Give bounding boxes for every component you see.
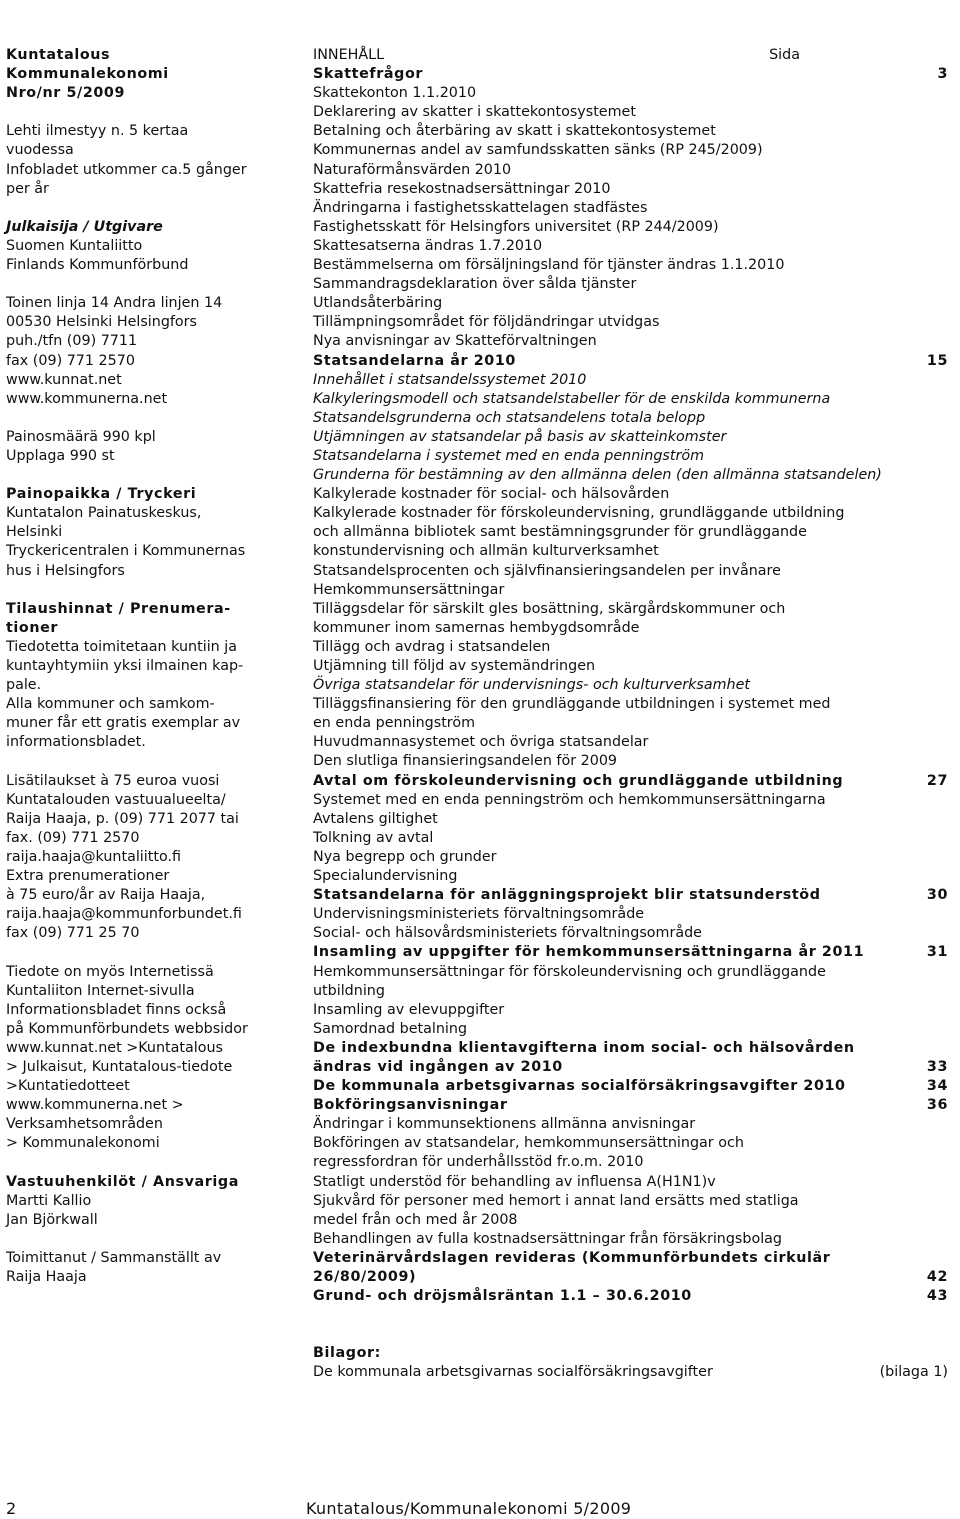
toc-item-text: Innehållet i statsandelssystemet 2010 <box>313 371 587 388</box>
internet-link[interactable]: www.kommunerna.net > <box>6 1097 184 1114</box>
website-link[interactable]: www.kunnat.net <box>6 371 122 388</box>
toc-item[interactable] <box>313 122 948 141</box>
responsible-person: Martti Kallio <box>6 1192 92 1209</box>
toc-item-text: Hemkommunsersättningar <box>313 581 505 598</box>
toc-item-text: Bokföringsanvisningar <box>313 1097 508 1114</box>
orders-line: Alla kommuner och samkom- <box>6 696 215 713</box>
toc-item-text: Grunderna för bestämning av den allmänna delen (den allmänna statsandelen) <box>313 467 882 484</box>
toc-item[interactable] <box>313 1153 948 1172</box>
toc-item[interactable] <box>313 332 948 351</box>
printer-line: Kuntatalon Painatuskeskus, <box>6 505 202 522</box>
toc-section-heading[interactable] <box>313 1077 948 1096</box>
toc-item-text: Skattekonton 1.1.2010 <box>313 85 477 102</box>
toc-item-text: Statsandelarna år 2010 <box>313 352 516 369</box>
attachment-text: De kommunala arbetsgivarnas socialförsäkringsavgifter <box>313 1364 713 1381</box>
toc-item[interactable] <box>313 218 948 237</box>
toc-item-text: Naturaförmånsvärden 2010 <box>313 161 512 178</box>
toc-item-text: Betalning och återbäring av skatt i skattekontosystemet <box>313 123 716 140</box>
toc-section-heading[interactable] <box>313 65 948 84</box>
internet-line: >Kuntatiedotteet <box>6 1078 130 1095</box>
toc-item[interactable] <box>313 924 948 943</box>
toc-item[interactable] <box>313 141 948 160</box>
toc-item[interactable] <box>313 466 948 485</box>
toc-item-text: Undervisningsministeriets förvaltningsområde <box>313 906 645 923</box>
toc-item-text: och allmänna bibliotek samt bestämningsgrunder för grundläggande <box>313 524 807 541</box>
extra-orders-line: Raija Haaja, p. (09) 771 2077 tai <box>6 810 239 827</box>
orders-heading: Tilaushinnat / Prenumera- <box>6 600 231 617</box>
orders-line: kuntayhtymiin yksi ilmainen kap- <box>6 658 244 674</box>
toc-item[interactable] <box>313 676 948 695</box>
attachments-heading: Bilagor: <box>313 1345 381 1362</box>
publisher-heading: Julkaisija / Utgivare <box>6 218 163 235</box>
internet-line: Tiedote on myös Internetissä <box>6 963 214 980</box>
toc-item-text: Social- och hälsovårdsministeriets förvaltningsområde <box>313 925 702 942</box>
toc-item[interactable] <box>313 485 948 504</box>
toc-item-text: regressfordran för underhållsstöd fr.o.m. 2010 <box>313 1154 644 1171</box>
toc-item[interactable] <box>313 542 948 561</box>
toc-item-text: Hemkommunsersättningar för förskoleundervisning och grundläggande <box>313 963 826 980</box>
toc-item[interactable] <box>313 237 948 256</box>
toc-item[interactable] <box>313 180 948 199</box>
toc-item-text: kommuner inom samernas hembygdsområde <box>313 619 640 636</box>
issue-info-line: vuodessa <box>6 142 74 159</box>
toc-item-text: Sjukvård för personer med hemort i annat land ersätts med statliga <box>313 1192 799 1209</box>
toc-item-text: Avtalens giltighet <box>313 810 438 827</box>
toc-item[interactable] <box>313 1134 948 1153</box>
toc-item-text: ändras vid ingången av 2010 <box>313 1058 563 1075</box>
issue-info-line: Infobladet utkommer ca.5 gånger <box>6 161 247 178</box>
toc-item[interactable] <box>313 905 948 924</box>
toc-item-text: 26/80/2009) <box>313 1269 417 1285</box>
internet-link[interactable]: www.kunnat.net >Kuntatalous <box>6 1039 223 1056</box>
toc-item[interactable] <box>313 390 948 409</box>
printer-heading: Painopaikka / Tryckeri <box>6 486 197 503</box>
extra-orders-line: à 75 euro/år av Raija Haaja, <box>6 887 206 904</box>
toc-section-heading[interactable] <box>313 943 948 962</box>
toc-item[interactable] <box>313 1001 948 1020</box>
toc-page-number: 43 <box>926 1288 948 1305</box>
toc-section-heading[interactable] <box>313 1058 948 1077</box>
toc-item[interactable] <box>313 867 948 886</box>
toc-section-heading[interactable] <box>313 352 948 371</box>
toc-page-number: 3 <box>937 66 948 83</box>
page-number: 2 <box>6 1499 17 1518</box>
toc-page-label: Sida <box>769 47 800 63</box>
toc-item-text: Utjämning till följd av systemändringen <box>313 658 596 674</box>
extra-orders-line: Extra prenumerationer <box>6 868 170 885</box>
toc-item[interactable] <box>313 1230 948 1249</box>
toc-item-text: Avtal om förskoleundervisning och grundläggande utbildning <box>313 772 844 789</box>
toc-item[interactable] <box>313 752 948 771</box>
toc-item-text: Nya begrepp och grunder <box>313 848 497 865</box>
phone-line: puh./tfn (09) 7711 <box>6 333 138 350</box>
footer-publication: Kuntatalous/Kommunalekonomi 5/2009 <box>306 1499 632 1518</box>
website-link[interactable]: www.kommunerna.net <box>6 390 168 407</box>
toc-item[interactable] <box>313 371 948 390</box>
toc-item-text: De kommunala arbetsgivarnas socialförsäkringsavgifter 2010 <box>313 1078 846 1095</box>
address-line: Toinen linja 14 Andra linjen 14 <box>6 295 223 312</box>
email-link[interactable]: raija.haaja@kommunforbundet.fi <box>6 906 242 923</box>
toc-item[interactable] <box>313 199 948 218</box>
masthead-title-sv: Kommunalekonomi <box>6 66 169 83</box>
orders-line: muner får ett gratis exemplar av <box>6 715 241 732</box>
toc-item[interactable] <box>313 600 948 619</box>
toc-item[interactable] <box>313 695 948 714</box>
toc-item[interactable] <box>313 428 948 447</box>
toc-item-text: Specialundervisning <box>313 868 458 885</box>
toc-page-number: 42 <box>926 1269 948 1285</box>
toc-page-number: 15 <box>926 352 948 369</box>
toc-section-heading[interactable] <box>313 772 948 791</box>
attachment-item[interactable] <box>313 1363 948 1382</box>
toc-section-heading[interactable] <box>313 1096 948 1115</box>
toc-page-number: 36 <box>926 1097 948 1114</box>
toc-item[interactable] <box>313 1115 948 1134</box>
print-run-line: Painosmäärä 990 kpl <box>6 428 156 445</box>
toc-item-text: Tilläggsdelar för särskilt gles bosättning, skärgårdskommuner och <box>313 600 786 617</box>
toc-item-text: Statligt understöd för behandling av influensa A(H1N1)v <box>313 1173 716 1190</box>
toc-item-text: Behandlingen av fulla kostnadsersättningar från försäkringsbolag <box>313 1230 783 1247</box>
toc-item-text: Insamling av uppgifter för hemkommunsersättningarna år 2011 <box>313 944 865 961</box>
publisher-line: Finlands Kommunförbund <box>6 257 189 274</box>
toc-page-number: 27 <box>926 772 948 789</box>
toc-item-text: Nya anvisningar av Skatteförvaltningen <box>313 333 597 350</box>
toc-section-heading[interactable] <box>313 1268 948 1287</box>
orders-heading: tioner <box>6 619 59 636</box>
editor-line: Toimittanut / Sammanställt av <box>6 1249 222 1266</box>
toc-item-text: Tillägg och avdrag i statsandelen <box>313 638 551 655</box>
toc-item-text: medel från och med år 2008 <box>313 1211 518 1228</box>
toc-item-text: Utlandsåterbäring <box>313 295 443 312</box>
toc-item[interactable] <box>313 982 948 1001</box>
extra-orders-line: Kuntatalouden vastuualueelta/ <box>6 791 226 808</box>
toc-item[interactable] <box>313 829 948 848</box>
orders-line: Tiedotetta toimitetaan kuntiin ja <box>6 638 238 655</box>
internet-line: Verksamhetsområden <box>6 1116 163 1133</box>
fax-line: fax (09) 771 2570 <box>6 352 135 369</box>
responsible-person: Jan Björkwall <box>6 1211 98 1228</box>
toc-item-text: Övriga statsandelar för undervisnings- och kulturverksamhet <box>313 677 751 694</box>
toc-item-text: Statsandelsprocenten och självfinansieringsandelen per invånare <box>313 562 781 579</box>
orders-line: informationsbladet. <box>6 734 146 751</box>
email-link[interactable]: raija.haaja@kuntaliitto.fi <box>6 848 182 865</box>
toc-item[interactable] <box>313 657 948 676</box>
internet-line: > Kommunalekonomi <box>6 1135 160 1152</box>
toc-item-text: Sammandragsdeklaration över sålda tjänster <box>313 276 637 293</box>
toc-item-text: Bokföringen av statsandelar, hemkommunsersättningar och <box>313 1135 744 1152</box>
toc-item-text: Statsandelarna i systemet med en enda penningström <box>313 447 705 464</box>
toc-list <box>313 65 953 1306</box>
toc-item[interactable] <box>313 810 948 829</box>
toc-item[interactable] <box>313 963 948 982</box>
toc-item[interactable] <box>313 161 948 180</box>
address-line: 00530 Helsinki Helsingfors <box>6 314 198 331</box>
toc-item-text: Kalkylerade kostnader för social- och hälsovården <box>313 486 670 503</box>
toc-item[interactable] <box>313 1249 948 1268</box>
toc-header <box>313 46 948 65</box>
toc-item-text: Den slutliga finansieringsandelen för 2009 <box>313 753 618 770</box>
toc-item-text: Skattesatserna ändras 1.7.2010 <box>313 237 543 254</box>
printer-line: Tryckericentralen i Kommunernas <box>6 543 246 560</box>
print-run-line: Upplaga 990 st <box>6 447 115 464</box>
toc-item[interactable] <box>313 619 948 638</box>
printer-line: hus i Helsingfors <box>6 562 125 579</box>
toc-item[interactable] <box>313 275 948 294</box>
toc-item[interactable] <box>313 504 948 523</box>
toc-item[interactable] <box>313 1173 948 1192</box>
attachment-ref: (bilaga 1) <box>879 1364 948 1381</box>
toc-item-text: Veterinärvårdslagen revideras (Kommunförbundets cirkulär <box>313 1249 831 1266</box>
toc-item[interactable] <box>313 562 948 581</box>
toc-item-text: Grund- och dröjsmålsräntan 1.1 – 30.6.2010 <box>313 1288 692 1305</box>
masthead-column <box>6 46 296 1287</box>
toc-item[interactable] <box>313 523 948 542</box>
toc-page-number: 34 <box>926 1078 948 1095</box>
extra-orders-line: Lisätilaukset à 75 euroa vuosi <box>6 772 220 789</box>
toc-item-text: Kalkylerade kostnader för förskoleundervisning, grundläggande utbildning <box>313 505 845 522</box>
internet-line: Kuntaliiton Internet-sivulla <box>6 982 195 999</box>
toc-item[interactable] <box>313 848 948 867</box>
toc-title: INNEHÅLL <box>313 47 385 63</box>
internet-line: Informationsbladet finns också <box>6 1001 227 1018</box>
issue-info-line: per år <box>6 180 49 197</box>
toc-item[interactable] <box>313 1211 948 1230</box>
toc-item[interactable] <box>313 581 948 600</box>
toc-section-heading[interactable] <box>313 886 948 905</box>
toc-item[interactable] <box>313 103 948 122</box>
toc-item-text: Kalkyleringsmodell och statsandelstabeller för de enskilda kommunerna <box>313 390 831 407</box>
orders-line: pale. <box>6 677 42 694</box>
issue-number: Nro/nr 5/2009 <box>6 85 126 102</box>
toc-item-text: Bestämmelserna om försäljningsland för tjänster ändras 1.1.2010 <box>313 257 785 274</box>
toc-item[interactable] <box>313 1192 948 1211</box>
toc-item-text: Systemet med en enda penningström och hemkommunsersättningarna <box>313 791 826 808</box>
toc-item[interactable] <box>313 1039 948 1058</box>
printer-line: Helsinki <box>6 524 63 541</box>
table-of-contents <box>313 46 953 1383</box>
responsible-heading: Vastuuhenkilöt / Ansvariga <box>6 1173 239 1190</box>
toc-item-text: en enda penningström <box>313 715 476 732</box>
toc-item[interactable] <box>313 638 948 657</box>
editor-name: Raija Haaja <box>6 1269 87 1285</box>
toc-item-text: konstundervisning och allmän kulturverksamhet <box>313 543 659 560</box>
toc-item-text: utbildning <box>313 982 385 999</box>
toc-item[interactable] <box>313 447 948 466</box>
toc-page-number: 31 <box>926 944 948 961</box>
internet-line: på Kommunförbundets webbsidor <box>6 1020 248 1037</box>
toc-section-heading[interactable] <box>313 1287 948 1306</box>
internet-line: > Julkaisut, Kuntatalous-tiedote <box>6 1058 233 1075</box>
toc-item[interactable] <box>313 294 948 313</box>
toc-page-number: 33 <box>926 1058 948 1075</box>
toc-item[interactable] <box>313 733 948 752</box>
toc-page-number: 30 <box>926 887 948 904</box>
toc-item-text: Kommunernas andel av samfundsskatten sänks (RP 245/2009) <box>313 142 763 159</box>
publisher-line: Suomen Kuntaliitto <box>6 237 143 254</box>
toc-item[interactable] <box>313 791 948 810</box>
toc-item-text: Fastighetsskatt för Helsingfors universitet (RP 244/2009) <box>313 218 719 235</box>
toc-item-text: Insamling av elevuppgifter <box>313 1001 505 1018</box>
toc-item-text: Tolkning av avtal <box>313 829 434 846</box>
extra-orders-line: fax (09) 771 25 70 <box>6 925 140 942</box>
masthead-title-fi: Kuntatalous <box>6 47 111 63</box>
toc-item[interactable] <box>313 256 948 275</box>
toc-item-text: Skattefrågor <box>313 66 424 83</box>
toc-item-text: Deklarering av skatter i skattekontosystemet <box>313 104 636 121</box>
toc-item-text: Tillämpningsområdet för följdändringar utvidgas <box>313 314 660 331</box>
toc-item-text: Skattefria resekostnadsersättningar 2010 <box>313 180 611 197</box>
issue-info-line: Lehti ilmestyy n. 5 kertaa <box>6 123 189 140</box>
toc-item-text: Huvudmannasystemet och övriga statsandelar <box>313 734 649 751</box>
toc-item-text: Statsandelarna för anläggningsprojekt blir statsunderstöd <box>313 887 821 904</box>
toc-item[interactable] <box>313 84 948 103</box>
toc-item-text: Samordnad betalning <box>313 1020 468 1037</box>
toc-item-text: Tilläggsfinansiering för den grundläggande utbildningen i systemet med <box>313 696 831 713</box>
toc-item[interactable] <box>313 1020 948 1039</box>
toc-item[interactable] <box>313 409 948 428</box>
toc-item-text: De indexbundna klientavgifterna inom social- och hälsovården <box>313 1039 855 1056</box>
toc-item[interactable] <box>313 313 948 332</box>
toc-item-text: Ändringar i kommunsektionens allmänna anvisningar <box>313 1116 696 1133</box>
toc-item-text: Statsandelsgrunderna och statsandelens totala belopp <box>313 409 706 426</box>
extra-orders-line: fax. (09) 771 2570 <box>6 829 140 846</box>
toc-item-text: Utjämningen av statsandelar på basis av skatteinkomster <box>313 428 727 445</box>
toc-item[interactable] <box>313 714 948 733</box>
toc-item-text: Ändringarna i fastighetsskattelagen stadfästes <box>313 199 648 216</box>
